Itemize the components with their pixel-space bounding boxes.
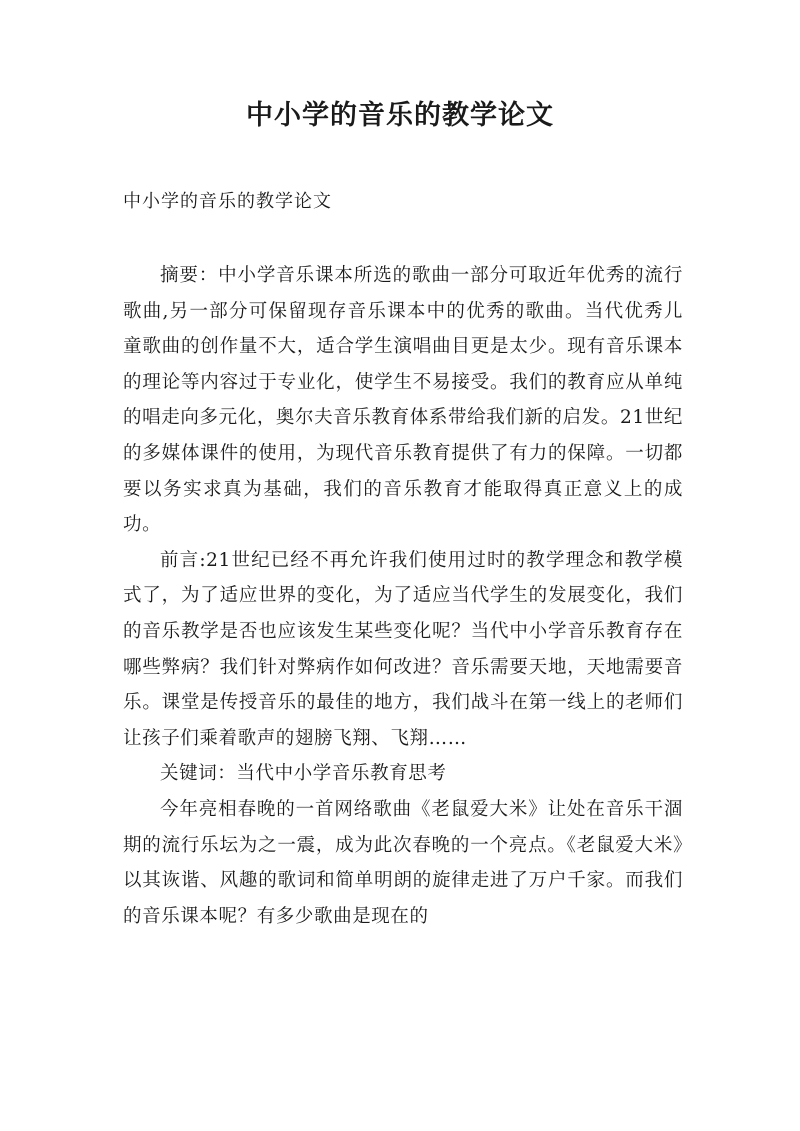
keywords-paragraph: 关键词：当代中小学音乐教育思考 <box>160 763 447 785</box>
document-title: 中小学的音乐的教学论文 <box>246 100 554 131</box>
abstract-paragraph: 摘要：中小学音乐课本所选的歌曲一部分可取近年优秀的流行歌曲,另一部分可保留现存音乐课本中的优秀的歌曲。当代优秀儿童歌曲的创作量不大，适合学生演唱曲目更是太少。现有音乐课本的理论等内容过于专业化，使学生不易接受。我们的教育应从单纯的唱走向多元化，奥尔夫音乐教育体系带给我们新的启发。21世纪的多媒体课件的使用，为现代音乐教育提供了有力的保障。一切都要以务实求真为基础，我们的音乐教育才能取得真正意义上的成功。 <box>123 265 683 536</box>
document-subtitle: 中小学的音乐的教学论文 <box>123 191 332 212</box>
document-body <box>123 258 683 934</box>
body-paragraph: 今年亮相春晚的一首网络歌曲《老鼠爱大米》让处在音乐干涸期的流行乐坛为之一震，成为此次春晚的一个亮点。《老鼠爱大米》以其诙谐、风趣的歌词和简单明朗的旋律走进了万户千家。而我们的音乐课本呢？有多少歌曲是现在的 <box>123 798 683 927</box>
preface-paragraph: 前言:21世纪已经不再允许我们使用过时的教学理念和教学模式了，为了适应世界的变化，为了适应当代学生的发展变化，我们的音乐教学是否也应该发生某些变化呢？当代中小学音乐教育存在哪些弊病？我们针对弊病作如何改进？音乐需要天地，天地需要音乐。课堂是传授音乐的最佳的地方，我们战斗在第一线上的老师们让孩子们乘着歌声的翅膀飞翔、飞翔…… <box>123 549 683 749</box>
